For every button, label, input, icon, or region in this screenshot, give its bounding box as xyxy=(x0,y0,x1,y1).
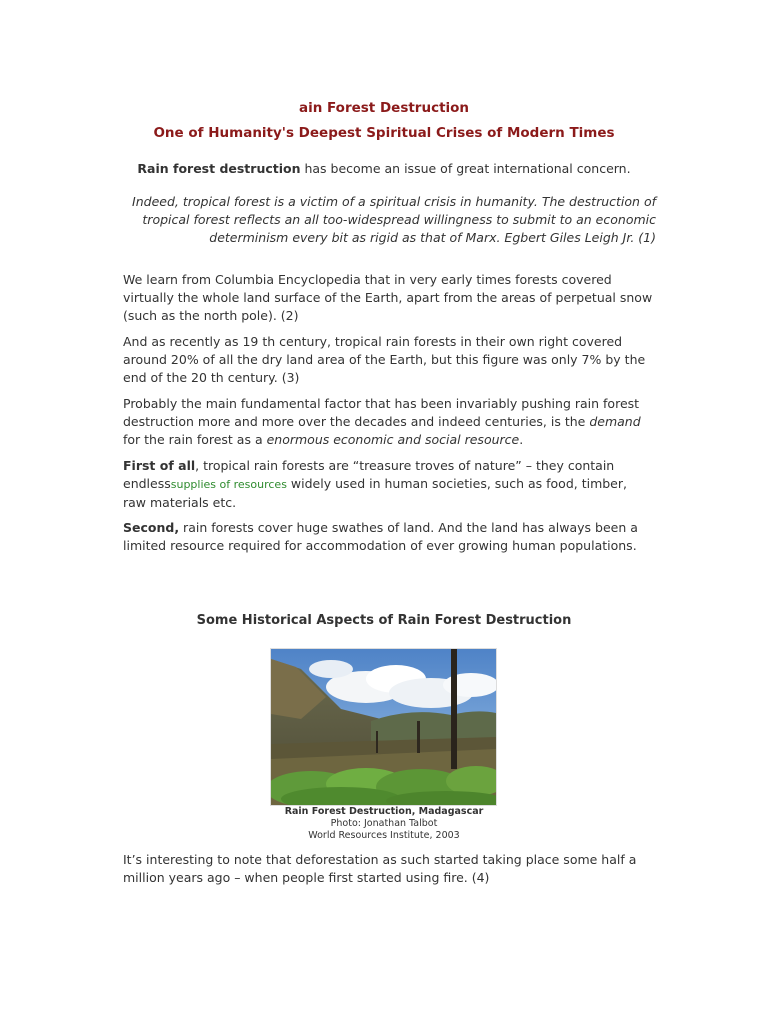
paragraph-6: It’s interesting to note that deforestation as such started taking place some half a million years ago – when people first started using fire. (4) xyxy=(123,852,637,885)
p3-resource: enormous economic and social resource xyxy=(266,432,520,447)
paragraph-4 xyxy=(123,457,653,512)
p5-text: rain forests cover huge swathes of land. And the land has always been a limited resource required for accommodation of ever growing human populations. xyxy=(123,520,638,553)
p3-demand: demand xyxy=(589,414,641,429)
paragraph-3 xyxy=(123,395,653,449)
paragraph-1: We learn from Columbia Encyclopedia that in very early times forests covered virtually the whole land surface of the Earth, apart from the areas of perpetual snow (such as the north pole). (2) xyxy=(123,272,653,323)
p5-bold: Second, xyxy=(123,520,180,535)
p4-text-b: widely used in human societies, such as food, timber, raw materials etc. xyxy=(123,476,627,510)
page-subtitle: One of Humanity's Deepest Spiritual Crises of Modern Times xyxy=(153,125,615,141)
p3-text-c: for the rain forest as a xyxy=(123,432,267,447)
caption-credit: Photo: Jonathan Talbot xyxy=(330,818,438,829)
intro-bold: Rain forest destruction xyxy=(137,161,301,176)
caption-title: Rain Forest Destruction, Madagascar xyxy=(284,806,484,817)
intro-text: has become an issue of great international concern. xyxy=(300,161,631,176)
forest-photo xyxy=(270,648,497,806)
section-heading: Some Historical Aspects of Rain Forest Destruction xyxy=(196,613,572,628)
forest-photo-image xyxy=(271,649,496,805)
p4-text-a: , tropical rain forests are “treasure troves of nature” – they contain endless xyxy=(123,458,615,491)
caption-source: World Resources Institute, 2003 xyxy=(308,830,460,841)
intro-paragraph xyxy=(0,161,768,176)
p4-bold: First of all xyxy=(123,458,196,473)
p3-text-e: . xyxy=(519,432,524,447)
supplies-link[interactable]: supplies of resources xyxy=(170,478,287,491)
page-title: ain Forest Destruction xyxy=(298,100,470,116)
paragraph-5 xyxy=(123,519,653,555)
photo-caption xyxy=(0,806,768,842)
quote-block: Indeed, tropical forest is a victim of a spiritual crisis in humanity. The destruction of tropical forest reflects an all too-widespread willingness to submit to an economic determinism every bit as rigid as that of Marx. Egbert Giles Leigh Jr. (1) xyxy=(132,194,656,245)
paragraph-2: And as recently as 19 th century, tropical rain forests in their own right covered around 20% of all the dry land area of the Earth, but this figure was only 7% by the end of the 20 th century. (3) xyxy=(123,334,646,385)
p3-text-a: Probably the main fundamental factor that has been invariably pushing rain forest destruction more and more over the decades and indeed centuries, is the xyxy=(123,396,640,429)
